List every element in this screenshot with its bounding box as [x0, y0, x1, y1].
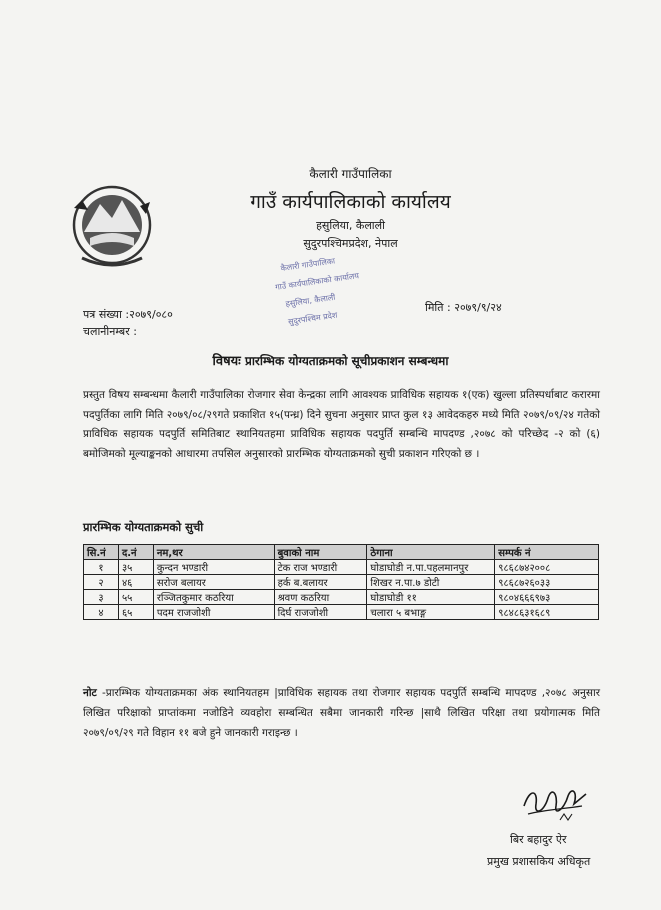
table-header-row [84, 545, 599, 560]
note-label: नोट [83, 687, 97, 699]
col-header-father-name: बुवाको नाम [274, 545, 367, 560]
cell-serial: ४ [84, 605, 119, 620]
signatory-title: प्रमुख प्रशासकिय अधिकृत [487, 855, 591, 868]
office-province: सुदुरपश्चिमप्रदेश, नेपाल [303, 237, 398, 250]
letter-number: पत्र संख्या :२०७९/०८० [83, 308, 173, 321]
cell-reg-no: ६५ [118, 605, 153, 620]
dispatch-number: चलानीनम्बर : [83, 325, 137, 338]
cell-serial: २ [84, 575, 119, 590]
cell-reg-no: ५५ [118, 590, 153, 605]
office-place: हसुलिया, कैलाली [316, 219, 385, 232]
office-name: गाउँ कार्यपालिकाको कार्यालय [250, 191, 451, 213]
col-header-reg-no: द.नं [118, 545, 153, 560]
cell-contact: ९८६८७४२००८ [495, 560, 599, 575]
cell-father-name: दिर्घ राजजोशी [274, 605, 367, 620]
cell-name: रञ्जितकुमार कठरिया [153, 590, 274, 605]
cell-name: सरोज बलायर [153, 575, 274, 590]
table-row [84, 590, 599, 605]
municipality-name: कैलारी गाउँपालिका [309, 167, 392, 181]
cell-serial: ३ [84, 590, 119, 605]
subject-line [0, 351, 661, 369]
body-paragraph: प्रस्तुत विषय सम्बन्धमा कैलारी गाउँपालिका रोजगार सेवा केन्द्रका लागि आवश्यक प्राविधिक सहायक १(एक) खुल्ला प्रतिस्पर्धाबाट करारमा पदपुर्तिका लागि मिति २०७९/०८/२९गते प्रकाशित १५(पन्ध्र) दिने सुचना अनुसार प्राप्त कुल १३ आवेदकहरु मध्ये मिति २०७९/०९/२४ गतेको प्राविधिक सहायक पदपुर्ति समितिबाट स्थानियतहमा प्राविधिक सहायक पदपुर्ति सम्बन्धि मापदण्ड ,२०७८ को परिच्छेद -२ को (६) बमोजिमको मूल्याङ्कनको आधारमा तपसिल अनुसारको प्रारम्भिक योग्यताक्रमको सुची प्रकाशन गरिएको छ । [83, 389, 600, 460]
signatory-name: बिर बहादुर ऐर [510, 833, 567, 846]
cell-reg-no: ३५ [118, 560, 153, 575]
note-text: -प्रारम्भिक योग्यताक्रमका अंक स्थानियतहम |प्राविधिक सहायक तथा रोजगार सहायक पदपुर्ति सम्बन्धि मापदण्ड ,२०७८ अनुसार लिखित परिक्षाको प्राप्तांकमा नजोडिने व्यवहोरा सम्बन्धित सबैमा जानकारी गरिन्छ |साथै लिखित परिक्षा तथा प्रयोगात्मक मिति २०७९/०९/२९ गते विहान ११ बजे हुने जानकारी गराइन्छ । [83, 687, 600, 739]
stamp-line-1: कैलारी गाउँपालिका [280, 256, 336, 273]
cell-contact: ९८०४६६६९७३ [495, 590, 599, 605]
table-row [84, 575, 599, 590]
table-row [84, 605, 599, 620]
cell-father-name: हर्क ब.बलायर [274, 575, 367, 590]
col-header-contact: सम्पर्क नं [495, 545, 599, 560]
note-paragraph [83, 683, 600, 743]
col-header-address: ठेगाना [367, 545, 495, 560]
stamp-line-4: सुदुरपश्चिम प्रदेश [287, 310, 338, 327]
list-title: प्रारम्भिक योग्यताक्रमको सुची [83, 520, 204, 534]
stamp-line-2: गाउँ कार्यपालिकाको कार्यालय [274, 271, 360, 292]
cell-name: कुन्दन भण्डारी [153, 560, 274, 575]
stamp-line-3: हसुलिया, कैलाली [285, 292, 336, 309]
cell-address: चलारा ५ बभाङ्ग [367, 605, 495, 620]
col-header-serial: सि.नं [84, 545, 119, 560]
cell-address: घोडाघोडी ११ [367, 590, 495, 605]
cell-name: पदम राजजोशी [153, 605, 274, 620]
cell-contact: ९८६८७२६०३३ [495, 575, 599, 590]
cell-address: घोडाघोडी न.पा.पहलमानपुर [367, 560, 495, 575]
subject-label: विषयः [212, 354, 241, 369]
office-stamp [270, 250, 366, 330]
table-row [84, 560, 599, 575]
subject-text: प्रारम्भिक योग्यताक्रमको सूचीप्रकाशन सम्बन्धमा [245, 354, 449, 368]
col-header-name: नम,थर [153, 545, 274, 560]
ranking-table [83, 544, 599, 620]
cell-serial: १ [84, 560, 119, 575]
cell-contact: ९८४८६३१६८९ [495, 605, 599, 620]
cell-reg-no: ४६ [118, 575, 153, 590]
letter-date: मिति : २०७९/९/२४ [425, 301, 502, 314]
cell-address: शिखर न.पा.७ डोटी [367, 575, 495, 590]
cell-father-name: टेक राज भण्डारी [274, 560, 367, 575]
cell-father-name: श्रवण कठरिया [274, 590, 367, 605]
handwritten-signature [520, 776, 590, 826]
